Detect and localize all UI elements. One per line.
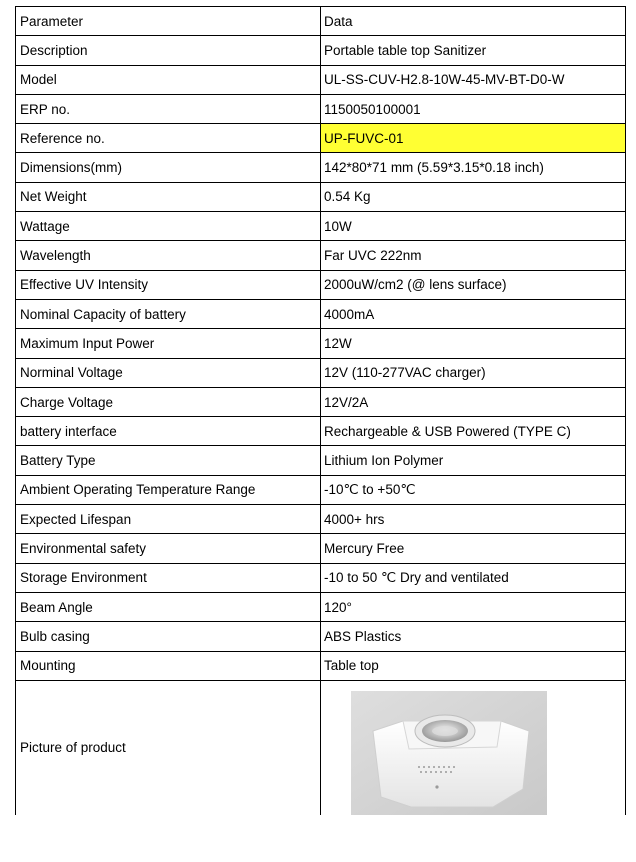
row-value: Mercury Free [321, 534, 626, 563]
row-value: -10℃ to +50℃ [321, 475, 626, 504]
table-row [16, 651, 626, 680]
row-parameter: Effective UV Intensity [16, 270, 321, 299]
table-row [16, 505, 626, 534]
row-parameter: Net Weight [16, 182, 321, 211]
row-value: 1150050100001 [321, 94, 626, 123]
row-parameter: Storage Environment [16, 563, 321, 592]
row-value: ABS Plastics [321, 622, 626, 651]
row-parameter: Model [16, 65, 321, 94]
table-row [16, 446, 626, 475]
product-photo [351, 691, 547, 815]
picture-label: Picture of product [16, 680, 321, 815]
row-value: Portable table top Sanitizer [321, 36, 626, 65]
row-value: Rechargeable & USB Powered (TYPE C) [321, 417, 626, 446]
row-value: Table top [321, 651, 626, 680]
table-row [16, 329, 626, 358]
row-parameter: Reference no. [16, 124, 321, 153]
table-row [16, 94, 626, 123]
row-parameter: Environmental safety [16, 534, 321, 563]
table-row [16, 475, 626, 504]
row-parameter: Wattage [16, 212, 321, 241]
table-row [16, 153, 626, 182]
row-parameter: Battery Type [16, 446, 321, 475]
row-value: 120° [321, 592, 626, 621]
row-value: -10 to 50 ℃ Dry and ventilated [321, 563, 626, 592]
table-row [16, 65, 626, 94]
row-parameter: ERP no. [16, 94, 321, 123]
spec-table-body [16, 7, 626, 681]
row-parameter: Mounting [16, 651, 321, 680]
row-parameter: Nominal Capacity of battery [16, 299, 321, 328]
row-parameter: Ambient Operating Temperature Range [16, 475, 321, 504]
row-parameter: Norminal Voltage [16, 358, 321, 387]
row-value: 10W [321, 212, 626, 241]
table-row [16, 592, 626, 621]
picture-section [16, 680, 626, 815]
row-parameter: Description [16, 36, 321, 65]
table-row [16, 36, 626, 65]
table-row [16, 622, 626, 651]
row-parameter: Wavelength [16, 241, 321, 270]
row-value: 142*80*71 mm (5.59*3.15*0.18 inch) [321, 153, 626, 182]
row-value: 4000+ hrs [321, 505, 626, 534]
header-row [16, 7, 626, 36]
row-parameter: Maximum Input Power [16, 329, 321, 358]
row-value: 2000uW/cm2 (@ lens surface) [321, 270, 626, 299]
table-row [16, 299, 626, 328]
row-parameter: battery interface [16, 417, 321, 446]
row-value: 0.54 Kg [321, 182, 626, 211]
header-data: Data [321, 7, 626, 36]
table-row [16, 358, 626, 387]
table-row [16, 124, 626, 153]
row-value: 4000mA [321, 299, 626, 328]
spec-table [15, 6, 626, 815]
row-parameter: Bulb casing [16, 622, 321, 651]
table-row [16, 387, 626, 416]
header-parameter: Parameter [16, 7, 321, 36]
table-row [16, 534, 626, 563]
table-row [16, 417, 626, 446]
table-row [16, 270, 626, 299]
row-parameter: Dimensions(mm) [16, 153, 321, 182]
row-value: UL-SS-CUV-H2.8-10W-45-MV-BT-D0-W [321, 65, 626, 94]
picture-row [16, 680, 626, 815]
row-parameter: Expected Lifespan [16, 505, 321, 534]
row-parameter: Charge Voltage [16, 387, 321, 416]
table-row [16, 182, 626, 211]
row-value: 12V/2A [321, 387, 626, 416]
row-value: Lithium Ion Polymer [321, 446, 626, 475]
row-parameter: Beam Angle [16, 592, 321, 621]
row-value: 12W [321, 329, 626, 358]
table-row [16, 563, 626, 592]
table-row [16, 212, 626, 241]
row-value: 12V (110-277VAC charger) [321, 358, 626, 387]
row-value: Far UVC 222nm [321, 241, 626, 270]
row-value: UP-FUVC-01 [321, 124, 626, 153]
table-row [16, 241, 626, 270]
picture-cell [321, 680, 626, 815]
